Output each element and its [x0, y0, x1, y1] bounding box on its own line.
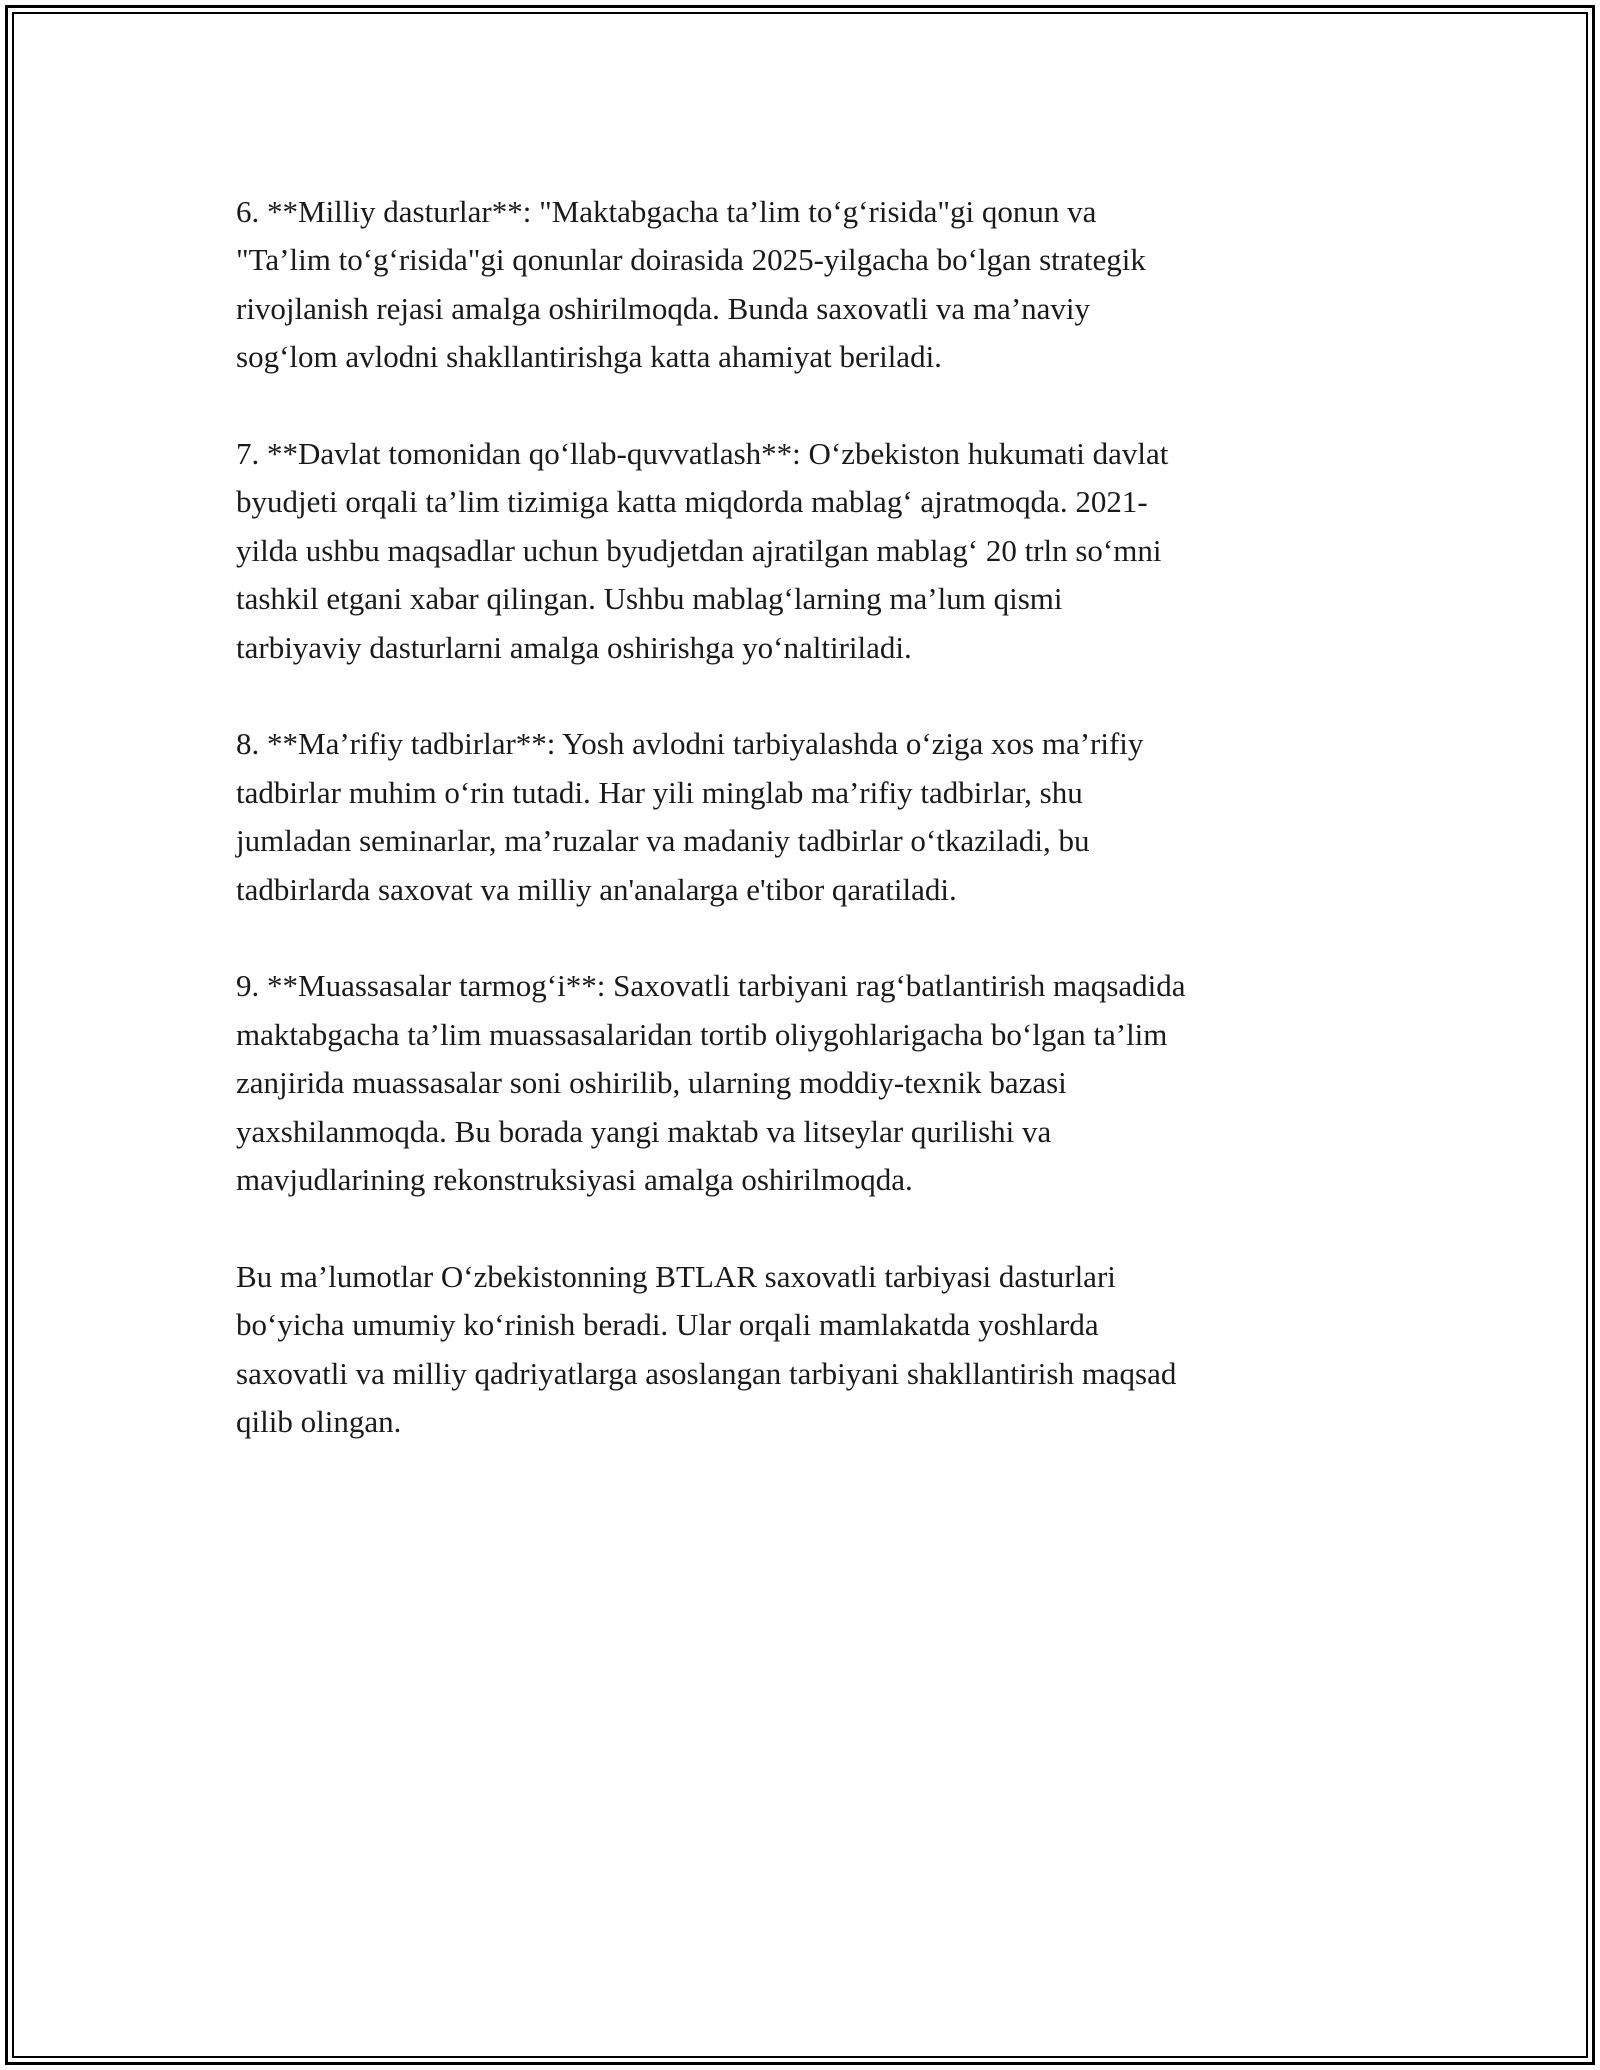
- paragraph-milliy-dasturlar: 6. **Milliy dasturlar**: "Maktabgacha ta’lim to‘g‘risida"gi qonun va "Ta’lim to‘g‘risida"gi qonunlar doirasida 2025-yilgacha bo‘lgan strategik rivojlanish rejasi amalga oshirilmoqda. Bunda saxovatli va ma’naviy sog‘lom avlodni shakllantirishga katta ahamiyat beriladi.: [236, 194, 1146, 375]
- paragraph-davlat-qollab-quvvatlash: 7. **Davlat tomonidan qo‘llab-quvvatlash**: O‘zbekiston hukumati davlat byudjeti orqali ta’lim tizimiga katta miqdorda mablag‘ ajratmoqda. 2021- yilda ushbu maqsadlar uchun byudjetdan ajratilgan mablag‘ 20 trln so‘mni tashkil etgani xabar qilingan. Ushbu mablag‘larning ma’lum qismi tarbiyaviy dasturlarni amalga oshirishga yo‘naltiriladi.: [236, 436, 1169, 665]
- document-body: [236, 188, 1386, 1495]
- paragraph-marifiy-tadbirlar: 8. **Ma’rifiy tadbirlar**: Yosh avlodni tarbiyalashda o‘ziga xos ma’rifiy tadbirlar muhim o‘rin tutadi. Har yili minglab ma’rifiy tadbirlar, shu jumladan seminarlar, ma’ruzalar va madaniy tadbirlar o‘tkaziladi, bu tadbirlarda saxovat va milliy an'analarga e'tibor qaratiladi.: [236, 726, 1144, 907]
- paragraph-muassasalar-tarmogi: 9. **Muassasalar tarmog‘i**: Saxovatli tarbiyani rag‘batlantirish maqsadida maktabgacha ta’lim muassasalaridan tortib oliygohlarigacha bo‘lgan ta’lim zanjirida muassasalar soni oshirilib, ularning moddiy-texnik bazasi yaxshilanmoqda. Bu borada yangi maktab va litseylar qurilishi va mavjudlarining rekonstruksiyasi amalga oshirilmoqda.: [236, 968, 1186, 1198]
- paragraph-conclusion: Bu ma’lumotlar O‘zbekistonning BTLAR saxovatli tarbiyasi dasturlari bo‘yicha umumiy ko‘rinish beradi. Ular orqali mamlakatda yoshlarda saxovatli va milliy qadriyatlarga asoslangan tarbiyani shakllantirish maqsad qilib olingan.: [236, 1258, 1177, 1440]
